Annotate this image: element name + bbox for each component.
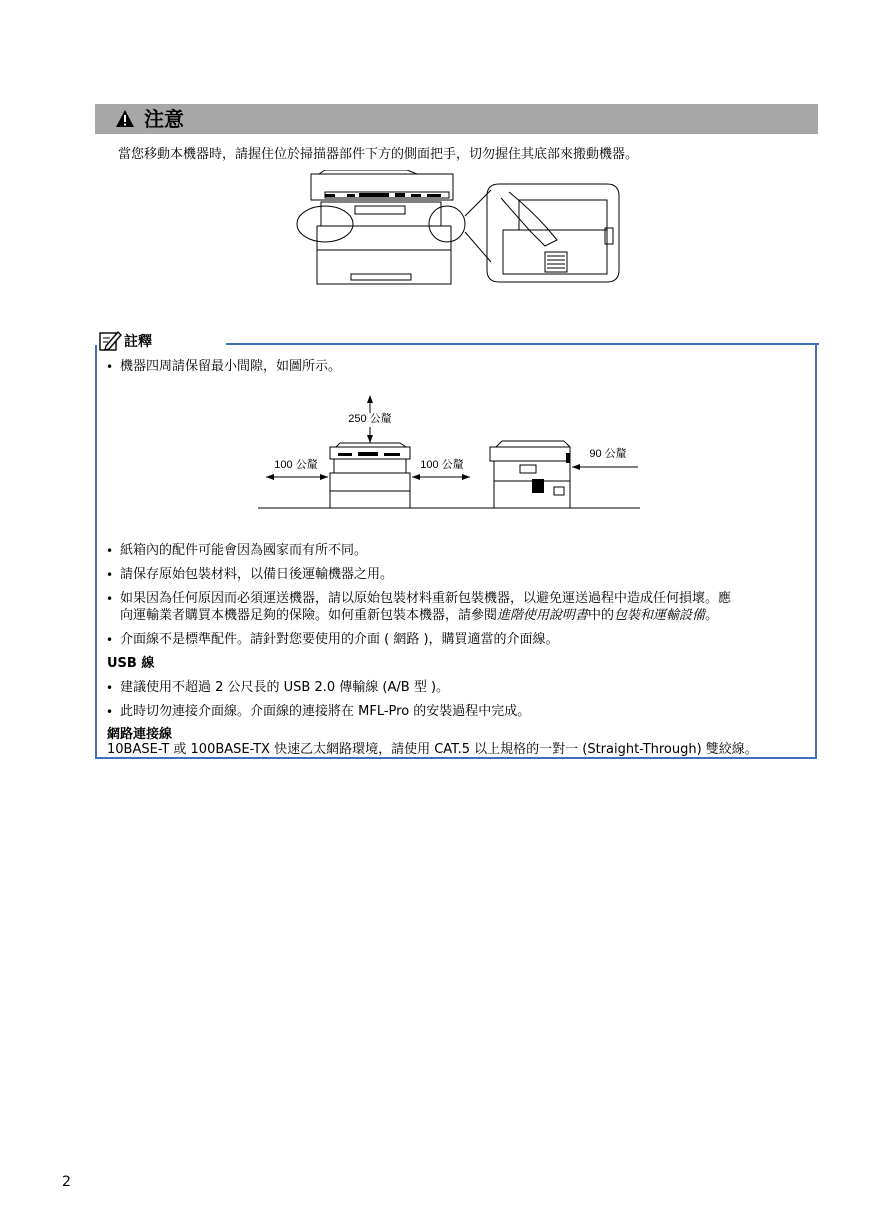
note-bullet-2: 紙箱內的配件可能會因為國家而有所不同。 [120,543,368,558]
warning-icon [115,109,135,128]
clearance-right-label: 100 公釐 [420,459,464,471]
network-text: 10BASE-T 或 100BASE-TX 快速乙太網路環境，請使用 CAT.5 以上規格的一對一 (Straight-Through) 雙絞線。 [107,742,758,757]
caution-header [95,104,818,134]
usb-bullet-1: 建議使用不超過 2 公尺長的 USB 2.0 傳輸線 (A/B 型 )。 [120,680,450,695]
advanced-guide-reference: 進階使用說明書 [497,608,589,623]
note-title: 註釋 [124,334,152,350]
caution-text: 當您移動本機器時，請握住位於掃描器部件下方的側面把手，切勿握住其底部來搬動機器。 [118,147,639,162]
page-number: 2 [62,1174,71,1190]
usb-bullet-2: 此時切勿連接介面線。介面線的連接將在 MFL-Pro 的安裝過程中完成。 [120,704,531,719]
clearance-left-label: 100 公釐 [274,459,318,471]
bullet-dot: • [106,360,114,374]
packing-shipping-reference: 包裝和運輸設備 [614,608,706,623]
clearance-top-label: 250 公釐 [348,413,392,425]
note-bullet-5: 介面線不是標準配件。請針對您要使用的介面 ( 網路 )，購買適當的介面線。 [120,632,559,647]
note-header-rule [226,343,819,345]
note-bullet-4-line1: 如果因為任何原因而必須運送機器，請以原始包裝材料重新包裝機器，以避免運送過程中造成任何損壞。應 [120,591,732,606]
clearance-diagram [258,395,643,517]
note-bullet-3: 請保存原始包裝材料，以備日後運輸機器之用。 [120,567,394,582]
usb-heading: USB 線 [107,656,155,671]
machine-handles-illustration [295,170,625,288]
network-heading: 網路連接線 [107,727,173,742]
note-bullet-4-line2: 向運輸業者購買本機器足夠的保險。如何重新包裝本機器，請參閱進階使用說明書中的包裝和運輸設備。 [120,608,719,623]
note-pencil-icon [98,329,122,353]
caution-title: 注意 [144,107,184,131]
clearance-side-label: 90 公釐 [589,448,627,460]
note-bullet-1: 機器四周請保留最小間隙，如圖所示。 [120,359,342,374]
